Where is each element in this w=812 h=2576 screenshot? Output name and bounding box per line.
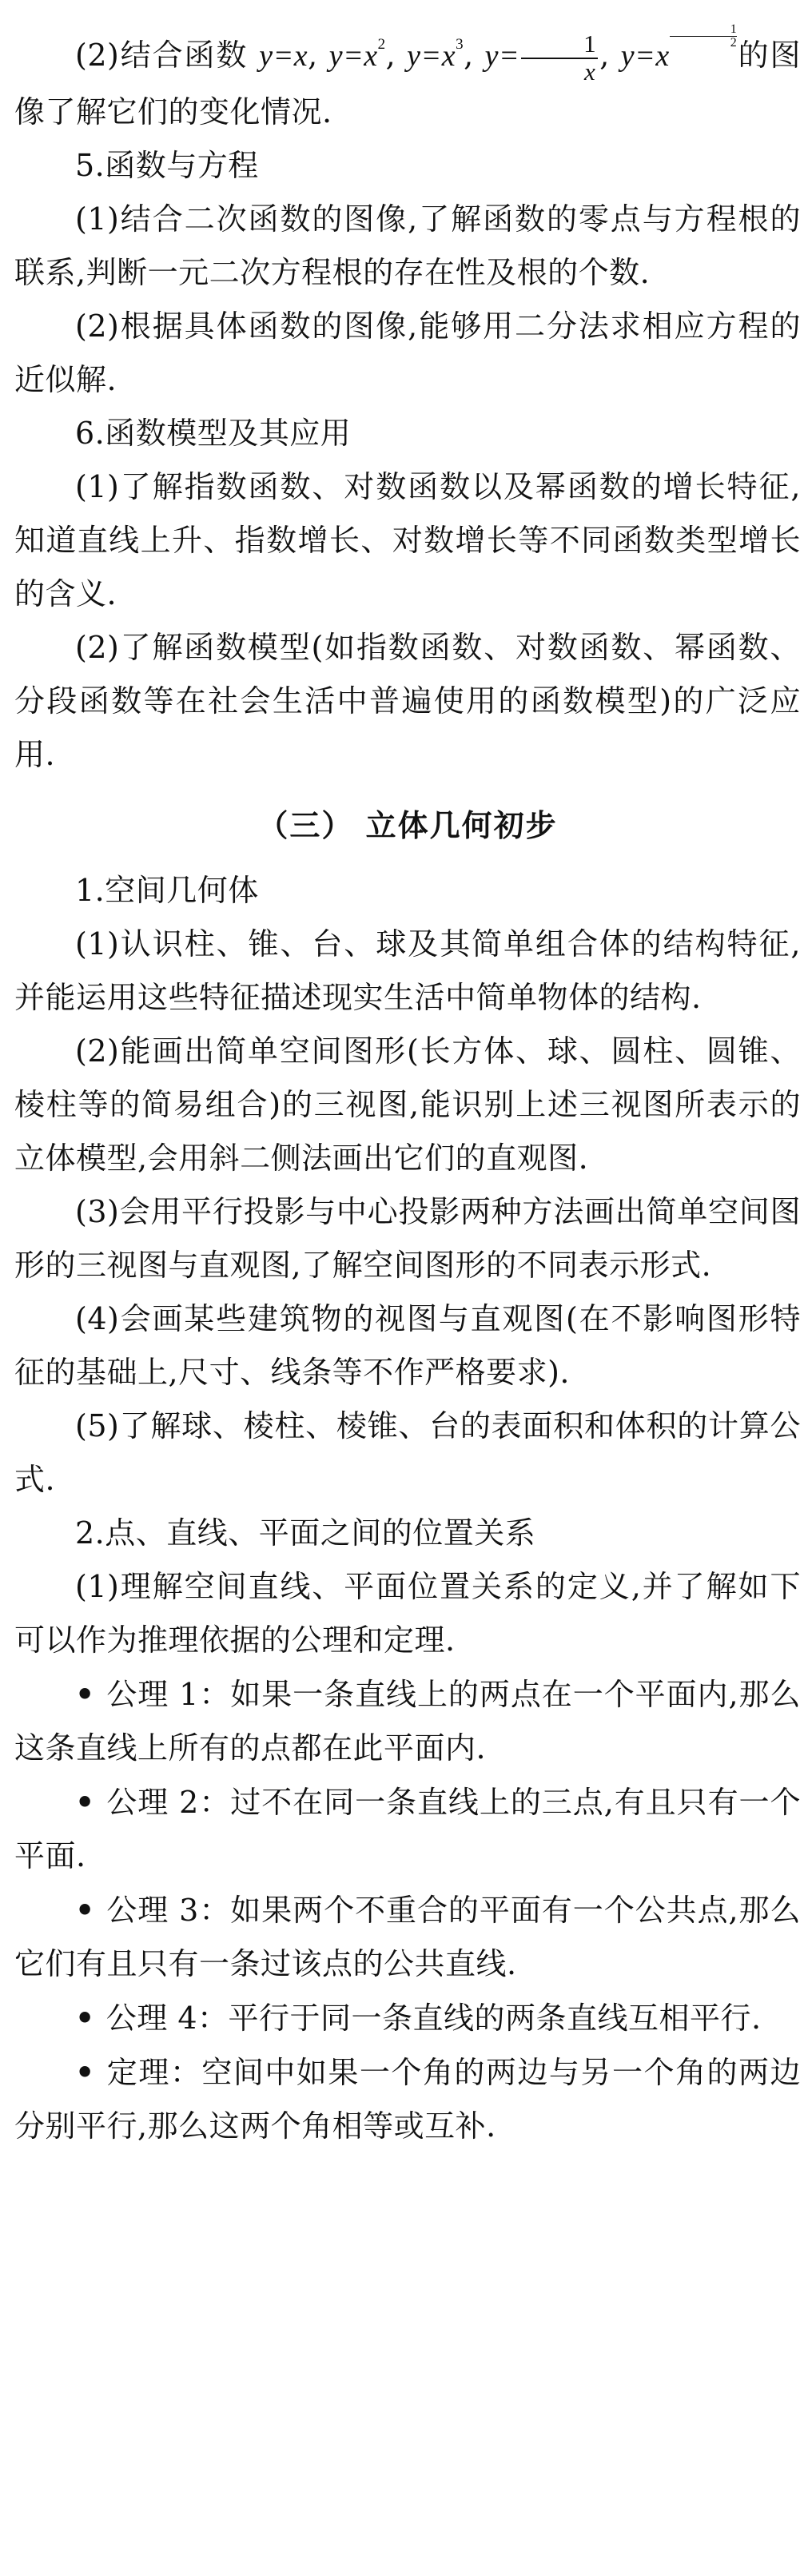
- formula-y-eq-x-cubed: $y=x^3$: [407, 36, 464, 73]
- formula-y-eq-x-half: y=x $\frac{1}{2}$: [620, 22, 738, 73]
- heading-function-models: 6.函数模型及其应用: [75, 415, 352, 451]
- heading-space-solids: 1.空间几何体: [75, 872, 259, 908]
- bullet-dot: •: [75, 1675, 95, 1712]
- bullet-axiom-2: • 公理 2：过不在同一条直线上的三点,有且只有一个平面.: [14, 1783, 801, 1873]
- heading-function-equation: 5.函数与方程: [75, 147, 259, 183]
- functions-power-paragraph: (2)结合函数 y=x, $y=x^2$, $y=x^3$, y= $\frac{1}{x}$ , y=x $\frac{1}{2}$ 的图像了解它们的变化情况.: [14, 22, 801, 129]
- bullet-theorem: • 定理：空间中如果一个角的两边与另一个角的两边分别平行,那么这两个角相等或互补.: [14, 2053, 801, 2144]
- bullet-axiom-1: • 公理 1：如果一条直线上的两点在一个平面内,那么这条直线上所有的点都在此平面内.: [14, 1675, 801, 1766]
- formula-y-eq-one-over-x: y= $\frac{1}{x}$: [484, 30, 597, 86]
- paragraph-bisection: (2)根据具体函数的图像,能够用二分法求相应方程的近似解.: [14, 308, 801, 397]
- formula-y-eq-x-squared: $y=x^2$: [328, 36, 386, 73]
- paragraph-growth-features: (1)了解指数函数、对数函数以及幂函数的增长特征,知道直线上升、指数增长、对数增长等不同函数类型增长的含义.: [14, 468, 801, 611]
- heading-positional-relations: 2.点、直线、平面之间的位置关系: [75, 1515, 536, 1551]
- bullet-axiom-4: • 公理 4：平行于同一条直线的两条直线互相平行.: [75, 1999, 762, 2036]
- bullet-dot: •: [75, 2053, 95, 2090]
- section-title-solid-geometry: （三） 立体几何初步: [257, 807, 558, 843]
- paragraph-model-applications: (2)了解函数模型(如指数函数、对数函数、幂函数、分段函数等在社会生活中普遍使用的函数模型)的广泛应用.: [14, 629, 801, 772]
- formula-y-eq-x: y=x: [259, 38, 308, 73]
- paragraph-area-volume: (5)了解球、棱柱、棱锥、台的表面积和体积的计算公式.: [14, 1407, 801, 1497]
- bullet-dot: •: [75, 1783, 95, 1820]
- paragraph-projections: (3)会用平行投影与中心投影两种方法画出简单空间图形的三视图与直观图,了解空间图形的不同表示形式.: [14, 1193, 801, 1283]
- bullet-axiom-3: • 公理 3：如果两个不重合的平面有一个公共点,那么它们有且只有一条过该点的公共直线.: [14, 1891, 801, 1981]
- paragraph-building-views: (4)会画某些建筑物的视图与直观图(在不影响图形特征的基础上,尺寸、线条等不作严格要求).: [14, 1300, 801, 1390]
- exponent-one-half: $\frac{1}{2}$: [670, 23, 737, 50]
- bullet-dot: •: [75, 1999, 95, 2036]
- paragraph-axioms-intro: (1)理解空间直线、平面位置关系的定义,并了解如下可以作为推理依据的公理和定理.: [14, 1568, 801, 1658]
- paragraph-three-views: (2)能画出简单空间图形(长方体、球、圆柱、圆锥、棱柱等的简易组合)的三视图,能识别上述三视图所表示的立体模型,会用斜二侧法画出它们的直观图.: [14, 1033, 801, 1176]
- bullet-dot: •: [75, 1891, 95, 1928]
- fraction-one-over-x: $\frac{1}{x}$: [521, 31, 598, 85]
- paragraph-solid-structures: (1)认识柱、锥、台、球及其简单组合体的结构特征,并能运用这些特征描述现实生活中简单物体的结构.: [14, 926, 801, 1015]
- paragraph-zero-points: (1)结合二次函数的图像,了解函数的零点与方程根的联系,判断一元二次方程根的存在性及根的个数.: [14, 201, 801, 290]
